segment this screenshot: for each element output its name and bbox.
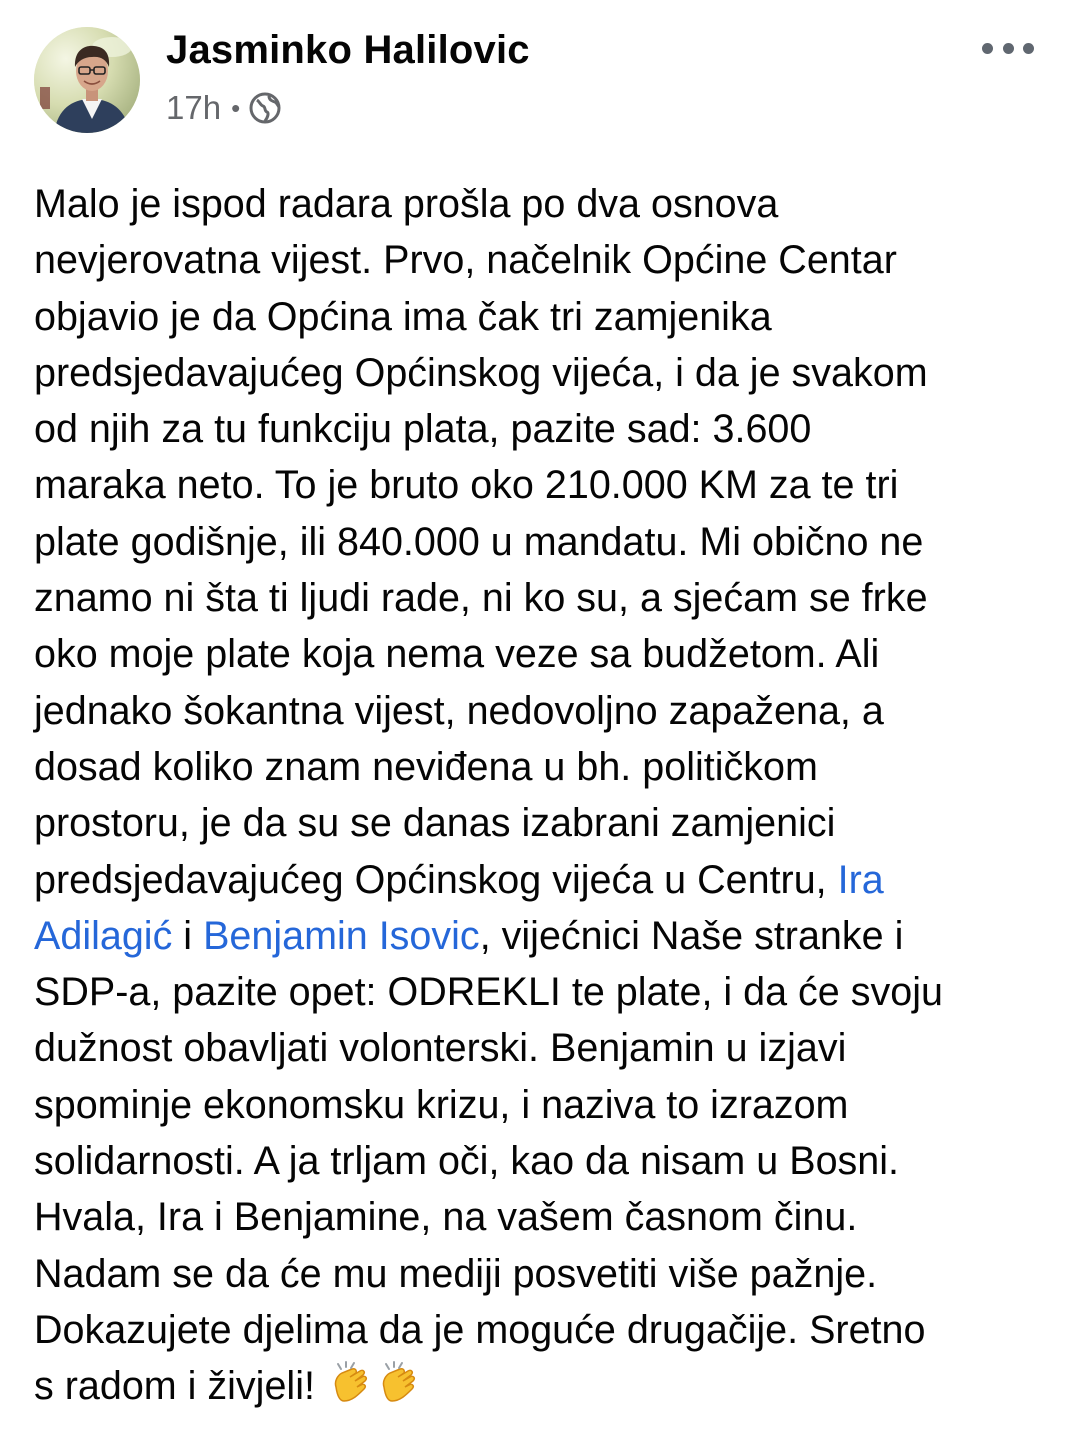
clapping-hands-icon [376,1361,422,1407]
post-text-line: Nadam se da će mu mediji posvetiti više pažnje. [34,1251,878,1296]
post-text-line: dužnost obavljati volonterski. Benjamin u izjavi [34,1026,847,1071]
author-name[interactable]: Jasminko Halilovic [166,28,530,72]
post-meta [166,86,282,130]
post-text-line: Dokazujete djelima da je moguće drugačije. Sretno [34,1307,926,1352]
post-text-line [34,908,1054,964]
post-text-line: plate godišnje, ili 840.000 u mandatu. Mi obično ne [34,519,924,564]
post-text-segment: , vijećnici Naše stranke i [479,913,904,958]
post-text-line: prostoru, je da su se danas izabrani zamjenici [34,801,836,846]
mention-benjamin-isovic[interactable]: Benjamin Isovic [203,913,480,958]
post-text-segment: s radom i živjeli! [34,1364,326,1409]
post-text-line: od njih za tu funkciju plata, pazite sad: 3.600 [34,407,812,452]
post-timestamp[interactable]: 17h [166,89,222,126]
post-text-line: dosad koliko znam neviđena u bh. političkom [34,744,818,789]
post-text-line: spominje ekonomsku krizu, i naziva to izrazom [34,1082,849,1127]
mention-ira-adilagic-part2[interactable]: Adilagić [34,913,173,958]
post-text-line: jednako šokantna vijest, nedovoljno zapažena, a [34,688,884,733]
post-text-line: Hvala, Ira i Benjamine, na vašem časnom činu. [34,1195,858,1240]
post-text-line [34,852,1054,908]
clapping-hands-icon [328,1361,374,1407]
more-options-button[interactable] [982,30,1034,66]
more-options-icon [982,43,993,54]
post-text-line: znamo ni šta ti ljudi rade, ni ko su, a sjećam se frke [34,576,928,621]
post-text-line: nevjerovatna vijest. Prvo, načelnik Općine Centar [34,238,897,283]
post-text-line [34,1358,1054,1414]
post-text-line: Malo je ispod radara prošla po dva osnova [34,182,779,226]
post-text-segment: predsjedavajućeg Općinskog vijeća u Centru, [34,857,838,902]
post-text-line: maraka neto. To je bruto oko 210.000 KM za te tri [34,463,899,508]
post-text-segment: i [172,913,204,958]
more-options-icon [1023,43,1034,54]
more-options-icon [1003,43,1014,54]
author-avatar[interactable] [34,27,140,133]
globe-icon[interactable] [248,91,282,125]
mention-ira-adilagic-part1[interactable]: Ira [837,857,884,902]
post-text-line: oko moje plate koja nema veze sa budžetom. Ali [34,632,880,677]
profile-photo-icon [34,27,140,133]
post-text [34,176,1054,1415]
post-text-line: solidarnosti. A ja trljam oči, kao da nisam u Bosni. [34,1139,900,1184]
post-text-line: SDP-a, pazite opet: ODREKLI te plate, i da će svoju [34,970,943,1015]
post-text-line: objavio je da Općina ima čak tri zamjenika [34,294,772,339]
meta-separator: • [231,92,241,123]
post-header [0,0,1080,150]
post-text-line: predsjedavajućeg Općinskog vijeća, i da je svakom [34,350,928,395]
